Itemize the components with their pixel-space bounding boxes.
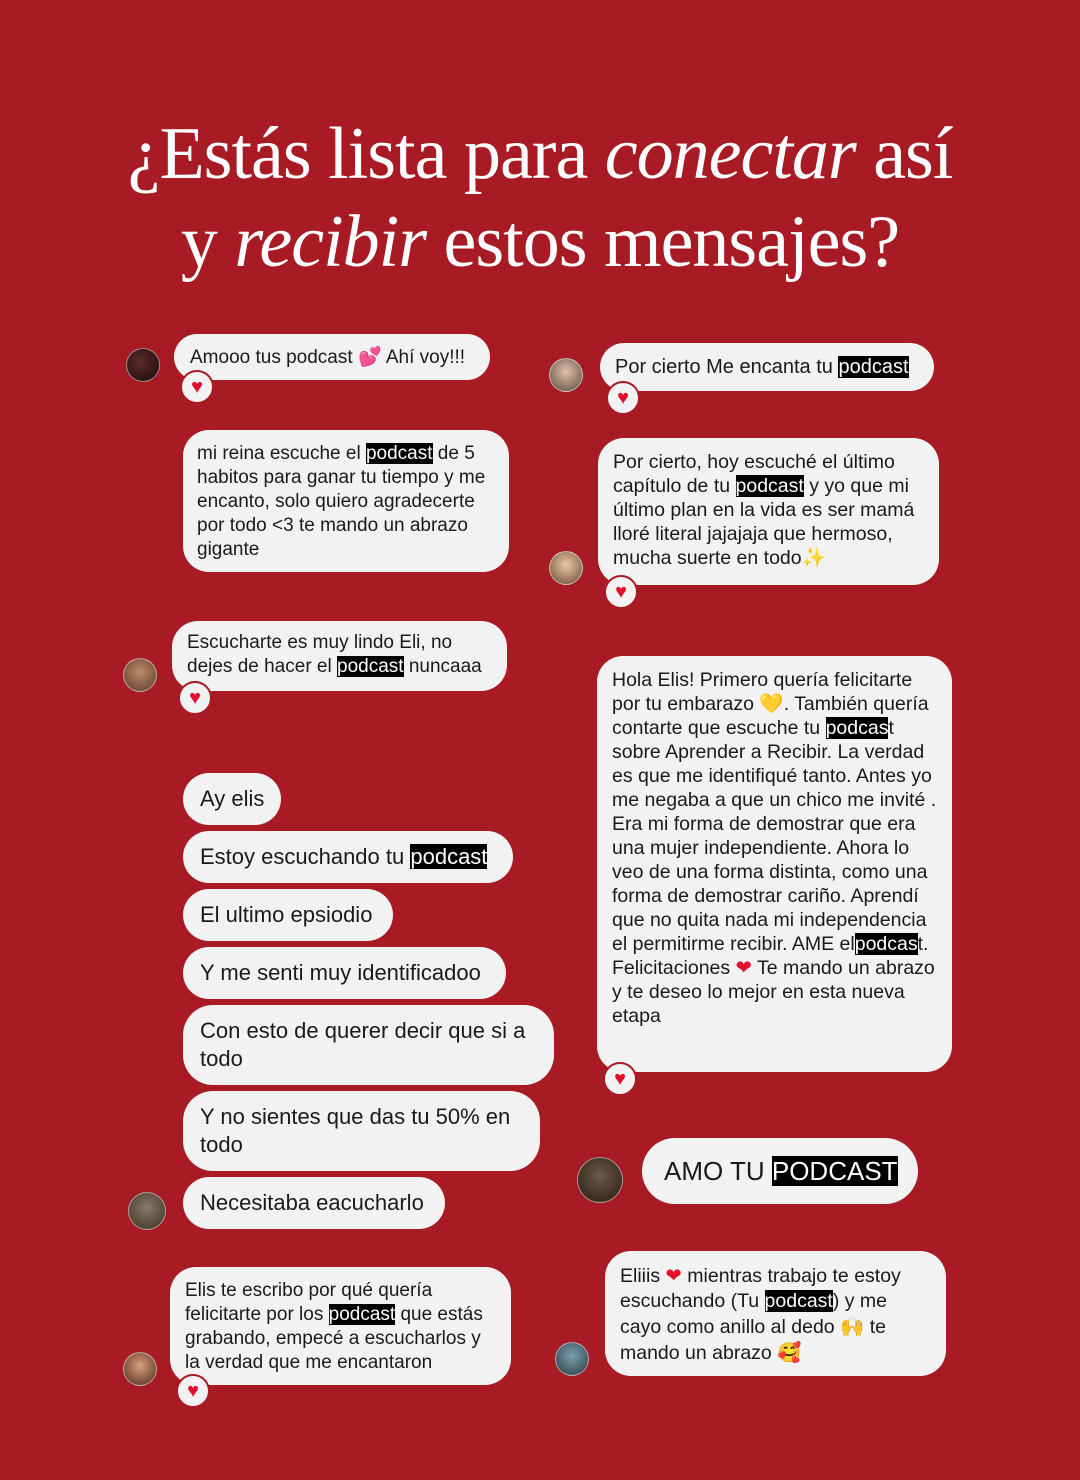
avatar bbox=[549, 551, 583, 585]
message-bubble: Por cierto Me encanta tu podcast bbox=[600, 343, 934, 391]
message-bubble: Eliiis ❤ mientras trabajo te estoy escuchando (Tu podcast) y me cayo como anillo al dedo 🙌 te mando un abrazo 🥰 bbox=[605, 1251, 946, 1376]
message-bubble: Por cierto, hoy escuché el último capítulo de tu podcast y yo que mi último plan en la vida es ser mamá lloré literal jajajaja que hermoso, mucha suerte en todo✨ bbox=[598, 438, 939, 585]
smiling-face-with-hearts-icon: 🥰 bbox=[777, 1341, 802, 1364]
avatar bbox=[549, 358, 583, 392]
message-bubble: Hola Elis! Primero quería felicitarte por tu embarazo 💛. También quería contarte que escuche tu podcast sobre Aprender a Recibir. La verdad es que me identifiqué tanto. Antes yo me negaba a que un chico me invité . Era mi forma de demostrar que era una mujer independiente. Ahora lo veo de una forma distinta, como una forma de demostrar cariño. Aprendí que no quita nada mi independencia el permitirme recibir. AME elpodcast. Felicitaciones ❤ Te mando un abrazo y te deseo lo mejor en esta nueva etapa bbox=[597, 656, 952, 1072]
message-bubble: Estoy escuchando tu podcast bbox=[183, 831, 513, 883]
raised-hands-icon: 🙌 bbox=[840, 1315, 865, 1338]
two-hearts-icon: 💕 bbox=[357, 346, 382, 368]
heart-reaction-icon: ♥ bbox=[606, 381, 640, 415]
message-bubble: mi reina escuche el podcast de 5 habitos para ganar tu tiempo y me encanto, solo quiero agradecerte por todo <3 te mando un abrazo gigante bbox=[183, 430, 509, 572]
message-bubble: El ultimo epsiodio bbox=[183, 889, 393, 941]
heart-reaction-icon: ♥ bbox=[178, 681, 212, 715]
headline bbox=[0, 110, 1080, 286]
heart-reaction-icon: ♥ bbox=[176, 1374, 210, 1408]
message-bubble: Ay elis bbox=[183, 773, 281, 825]
headline-line-2: y recibir estos mensajes? bbox=[180, 201, 900, 283]
heart-reaction-icon: ♥ bbox=[604, 575, 638, 609]
message-bubble: AMO TU PODCAST bbox=[642, 1138, 918, 1204]
avatar bbox=[123, 1352, 157, 1386]
avatar bbox=[555, 1342, 589, 1376]
headline-line-1: ¿Estás lista para conectar así bbox=[127, 113, 953, 195]
red-heart-icon: ❤ bbox=[665, 1264, 682, 1287]
message-bubble: Amooo tus podcast 💕 Ahí voy!!! bbox=[174, 334, 490, 380]
message-bubble: Necesitaba eacucharlo bbox=[183, 1177, 445, 1229]
message-bubble: Y no sientes que das tu 50% en todo bbox=[183, 1091, 540, 1171]
heart-reaction-icon: ♥ bbox=[603, 1062, 637, 1096]
red-heart-icon: ❤ bbox=[735, 956, 752, 979]
avatar bbox=[128, 1192, 166, 1230]
message-bubble: Y me senti muy identificadoo bbox=[183, 947, 506, 999]
avatar bbox=[126, 348, 160, 382]
message-bubble: Escucharte es muy lindo Eli, no dejes de hacer el podcast nuncaaa bbox=[172, 621, 507, 691]
message-bubble: Con esto de querer decir que si a todo bbox=[183, 1005, 554, 1085]
sparkles-icon: ✨ bbox=[801, 546, 826, 569]
avatar bbox=[123, 658, 157, 692]
avatar bbox=[577, 1157, 623, 1203]
heart-reaction-icon: ♥ bbox=[180, 370, 214, 404]
yellow-heart-icon: 💛 bbox=[759, 692, 784, 715]
message-bubble: Elis te escribo por qué quería felicitarte por los podcast que estás grabando, empecé a escucharlos y la verdad que me encantaron bbox=[170, 1267, 511, 1385]
